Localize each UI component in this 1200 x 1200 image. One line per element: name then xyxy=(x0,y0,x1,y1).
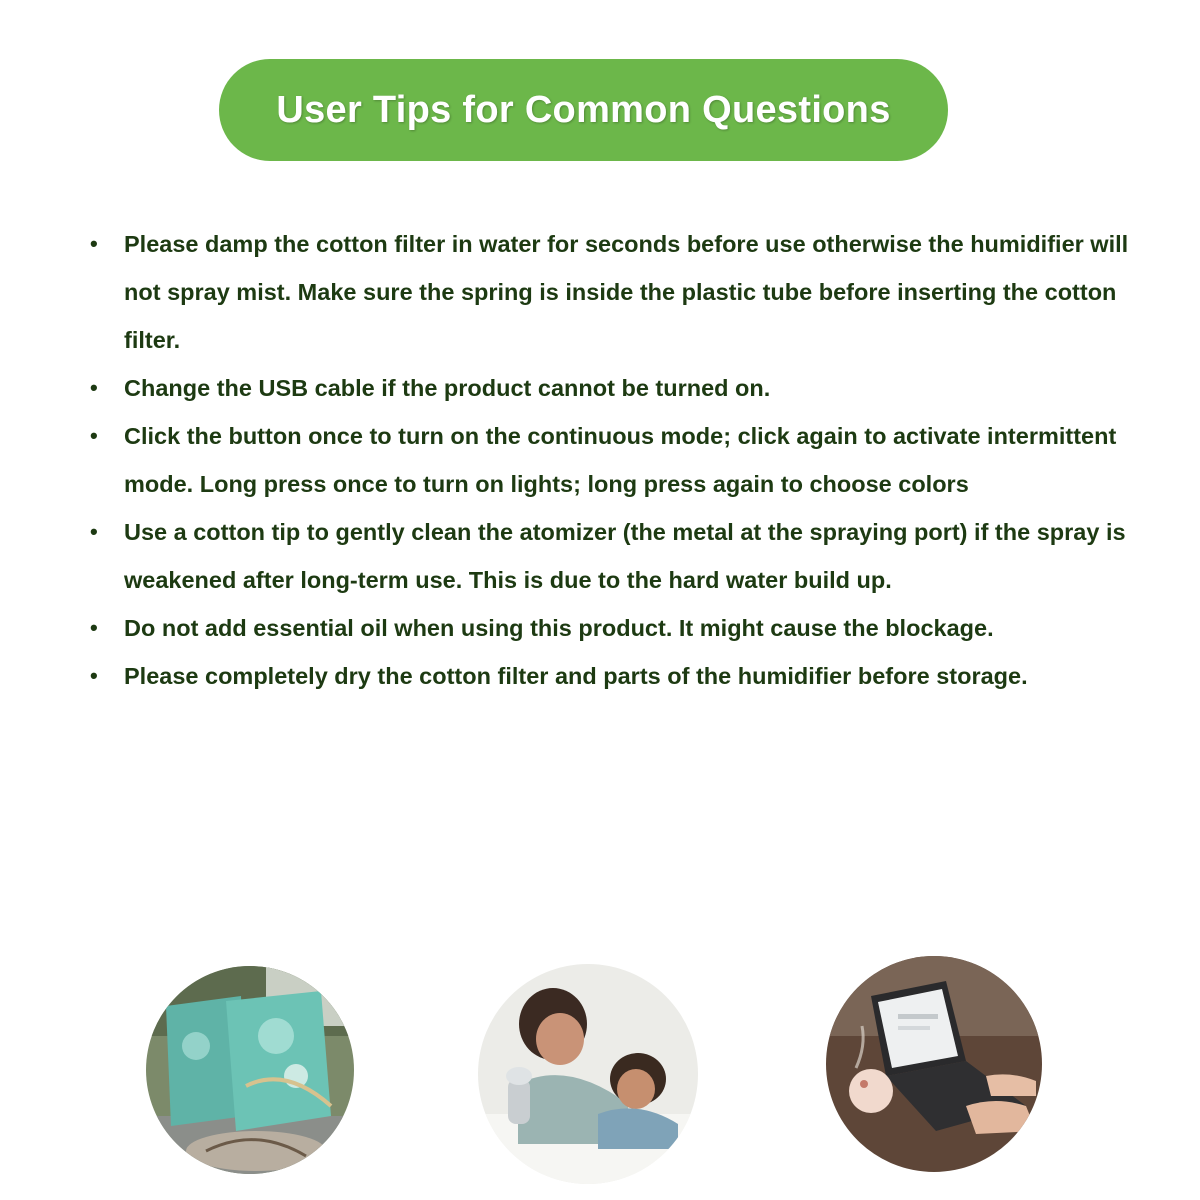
tip-text: Do not add essential oil when using this product. It might cause the blockage. xyxy=(124,615,994,641)
header-banner xyxy=(219,59,948,161)
tip-item xyxy=(90,508,1130,604)
tip-text: Click the button once to turn on the continuous mode; click again to activate intermittent mode. Long press once to turn on lights; long press again to choose colors xyxy=(124,423,1117,497)
laptop-humidifier-photo xyxy=(826,956,1042,1172)
bullet-icon: • xyxy=(90,231,98,256)
bullet-icon: • xyxy=(90,423,98,448)
bullet-icon: • xyxy=(90,519,98,544)
tips-list xyxy=(90,220,1130,700)
pillows-photo xyxy=(146,966,354,1174)
tip-text: Please damp the cotton filter in water for seconds before use otherwise the humidifier will not spray mist. Make sure the spring is inside the plastic tube before inserting the cotton filter. xyxy=(124,231,1129,353)
bullet-icon: • xyxy=(90,663,98,688)
bullet-icon: • xyxy=(90,615,98,640)
tip-item xyxy=(90,412,1130,508)
tip-text: Use a cotton tip to gently clean the atomizer (the metal at the spraying port) if the spray is weakened after long-term use. This is due to the hard water build up. xyxy=(124,519,1126,593)
tip-item xyxy=(90,220,1130,364)
page-title: User Tips for Common Questions xyxy=(276,88,891,131)
tip-text: Please completely dry the cotton filter and parts of the humidifier before storage. xyxy=(124,663,1028,689)
tip-text: Change the USB cable if the product cannot be turned on. xyxy=(124,375,771,401)
tip-item xyxy=(90,604,1130,652)
tip-item xyxy=(90,364,1130,412)
tip-item xyxy=(90,652,1130,700)
bullet-icon: • xyxy=(90,375,98,400)
mother-child-photo xyxy=(478,964,698,1184)
